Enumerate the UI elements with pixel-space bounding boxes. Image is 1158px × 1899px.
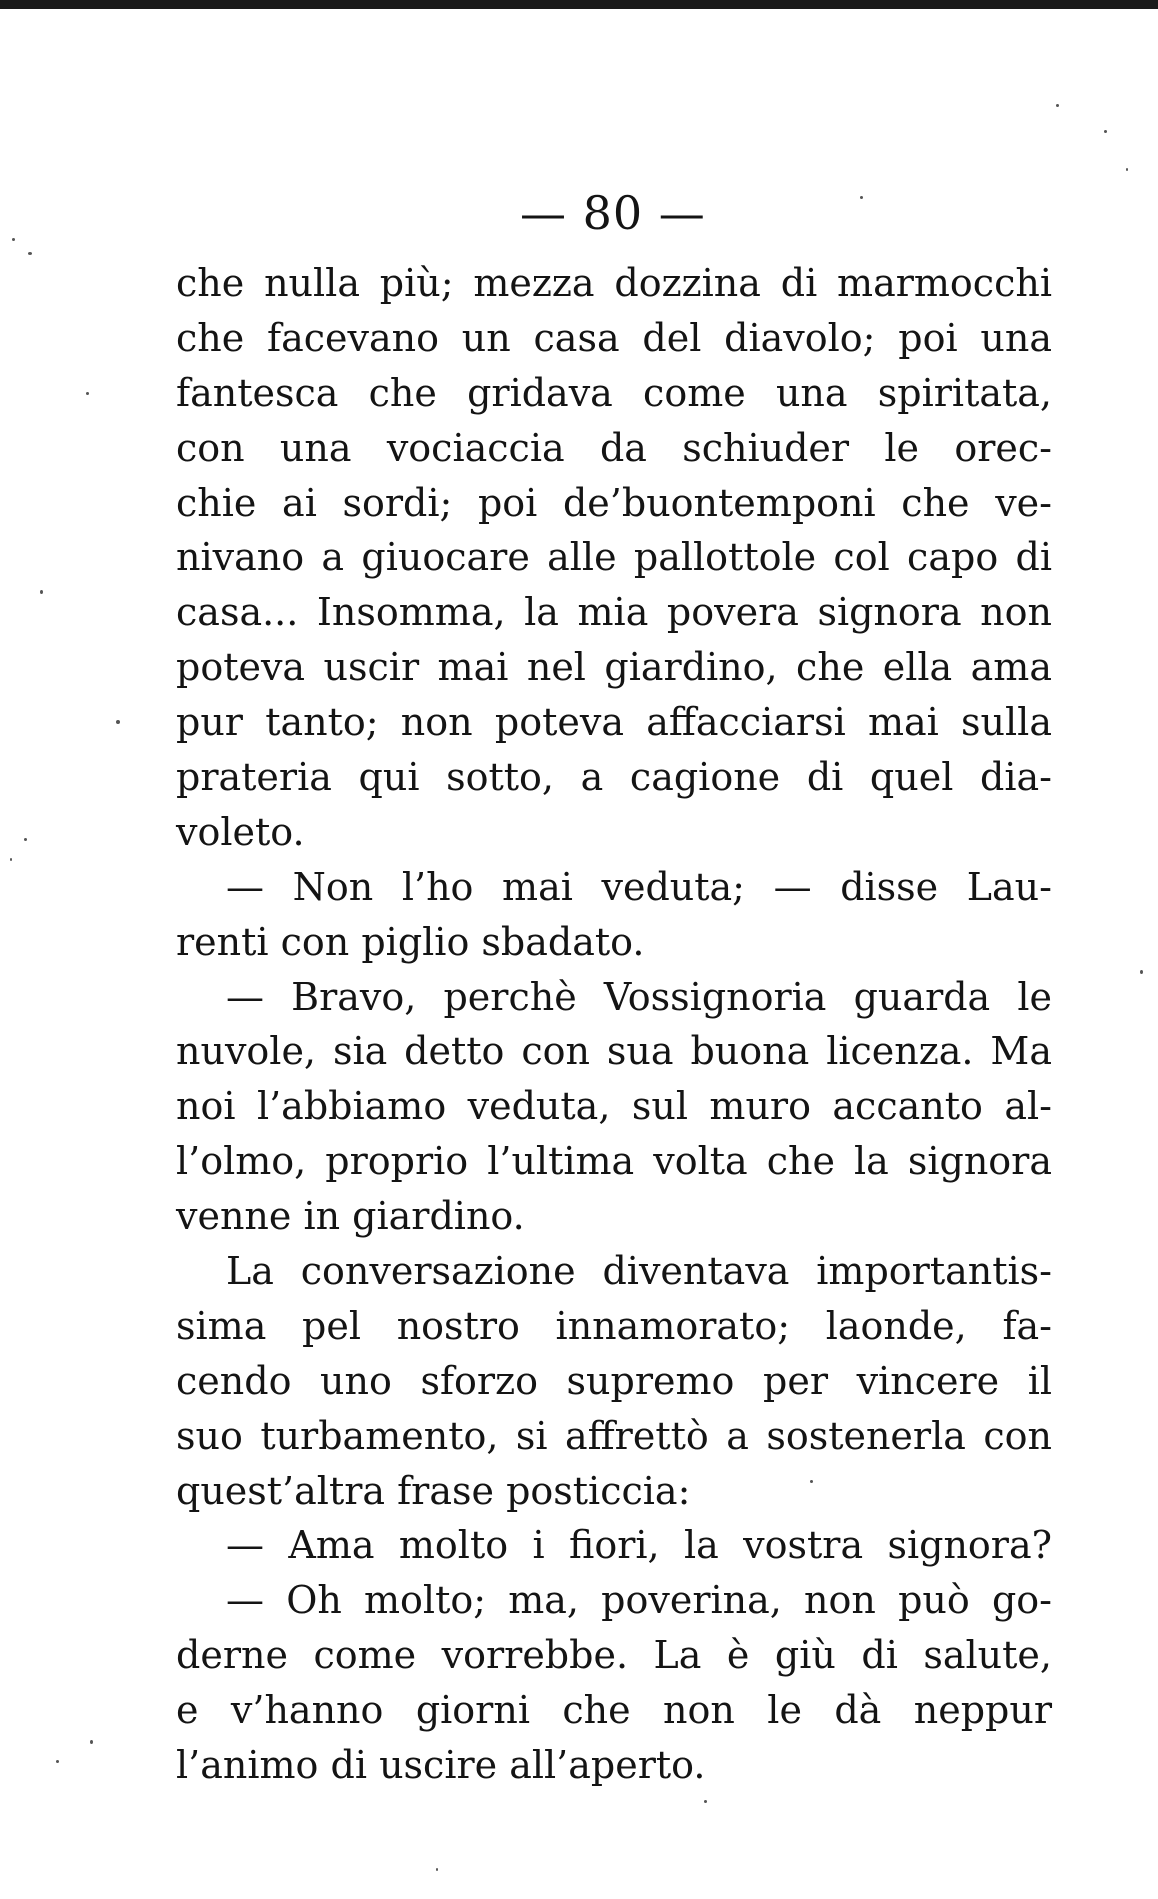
text-line: l’olmo, proprio l’ultima volta che la signora bbox=[176, 1139, 1052, 1184]
text-line: renti con piglio sbadato. bbox=[176, 919, 645, 964]
scan-speck bbox=[90, 1740, 93, 1744]
scan-speck bbox=[86, 392, 89, 395]
scan-speck bbox=[1104, 130, 1107, 133]
text-line: — Ama molto i fiori, la vostra signora? bbox=[226, 1523, 1052, 1568]
scan-speck bbox=[704, 1800, 707, 1803]
scan-speck bbox=[28, 252, 32, 255]
scan-speck bbox=[116, 720, 120, 724]
text-line: La conversazione diventava importantis- bbox=[226, 1249, 1052, 1294]
scan-speck bbox=[12, 238, 15, 241]
text-line: nivano a giuocare alle pallottole col capo di bbox=[176, 535, 1052, 580]
scan-speck bbox=[24, 838, 27, 841]
text-line: noi l’abbiamo veduta, sul muro accanto al- bbox=[176, 1084, 1052, 1129]
text-line: nuvole, sia detto con sua buona licenza. Ma bbox=[176, 1029, 1052, 1074]
scan-speck bbox=[1140, 970, 1143, 974]
text-line: poteva uscir mai nel giardino, che ella ama bbox=[176, 645, 1052, 690]
body-text bbox=[176, 256, 1052, 1793]
text-line: e v’hanno giorni che non le dà neppur bbox=[176, 1688, 1052, 1733]
scan-speck bbox=[56, 1760, 59, 1763]
text-line: — Oh molto; ma, poverina, non può go- bbox=[226, 1578, 1052, 1623]
text-line: casa... Insomma, la mia povera signora non bbox=[176, 590, 1052, 635]
text-line: voleto. bbox=[176, 809, 305, 854]
text-line: chie ai sordi; poi de’buontemponi che ve- bbox=[176, 480, 1052, 525]
text-line: cendo uno sforzo supremo per vincere il bbox=[176, 1358, 1052, 1403]
scan-speck bbox=[10, 858, 12, 861]
text-line: sima pel nostro innamorato; laonde, fa- bbox=[176, 1303, 1052, 1348]
scan-speck bbox=[1056, 104, 1059, 107]
text-line: fantesca che gridava come una spiritata, bbox=[176, 370, 1052, 415]
scan-speck bbox=[810, 1480, 813, 1483]
scan-speck bbox=[1126, 168, 1128, 171]
text-line: pur tanto; non poteva affacciarsi mai sulla bbox=[176, 700, 1052, 745]
text-line: — Non l’ho mai veduta; — disse Lau- bbox=[226, 864, 1052, 909]
text-line: quest’altra frase posticcia: bbox=[176, 1468, 691, 1513]
page-number: — 80 — bbox=[520, 186, 706, 240]
text-line: — Bravo, perchè Vossignoria guarda le bbox=[226, 974, 1052, 1019]
top-border-rule bbox=[0, 0, 1158, 9]
text-line: con una vociaccia da schiuder le orec- bbox=[176, 425, 1052, 470]
text-line: prateria qui sotto, a cagione di quel dia- bbox=[176, 755, 1052, 800]
scan-speck bbox=[40, 590, 43, 594]
scan-speck bbox=[436, 1868, 438, 1871]
text-line: suo turbamento, si affrettò a sostenerla con bbox=[176, 1413, 1052, 1458]
text-line: derne come vorrebbe. La è giù di salute, bbox=[176, 1633, 1052, 1678]
text-line: che nulla più; mezza dozzina di marmocchi bbox=[176, 261, 1052, 305]
text-line: l’animo di uscire all’aperto. bbox=[176, 1743, 706, 1788]
scan-speck bbox=[860, 196, 863, 199]
text-line: che facevano un casa del diavolo; poi una bbox=[176, 315, 1052, 360]
text-line: venne in giardino. bbox=[176, 1194, 525, 1239]
